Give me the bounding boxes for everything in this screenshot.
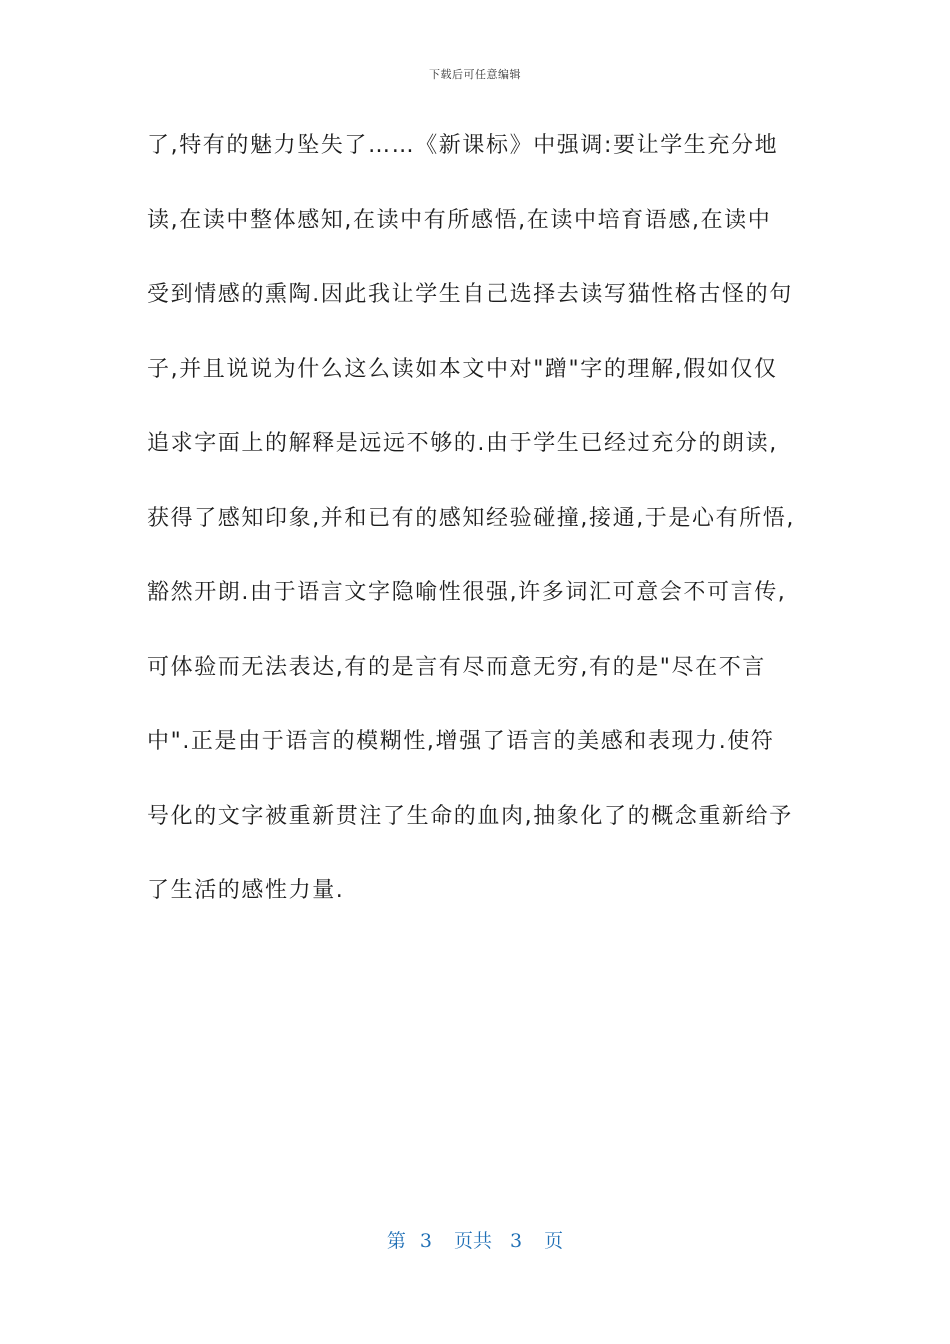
text-line: 可体验而无法表达,有的是言有尽而意无穷,有的是"尽在不言	[147, 654, 766, 680]
header-note: 下载后可任意编辑	[429, 68, 521, 81]
text-line: 了,特有的魅力坠失了……《新课标》中强调:要让学生充分地	[147, 133, 779, 158]
text-line: 号化的文字被重新贯注了生命的血肉,抽象化了的概念重新给予	[147, 803, 793, 829]
text-line: 子,并且说说为什么这么读如本文中对"蹭"字的理解,假如仅仅	[147, 356, 778, 382]
text-line: 中".正是由于语言的模糊性,增强了语言的美感和表现力.使符	[147, 729, 775, 754]
footer-prefix: 第	[386, 1230, 406, 1252]
footer-middle: 页共	[453, 1230, 492, 1252]
text-line: 受到情感的熏陶.因此我让学生自己选择去读写猫性格古怪的句	[147, 282, 793, 307]
text-line: 豁然开朗.由于语言文字隐喻性很强,许多词汇可意会不可言传,	[147, 580, 787, 605]
text-line: 追求字面上的解释是远远不够的.由于学生已经过充分的朗读,	[147, 431, 778, 456]
total-pages-number: 3	[510, 1230, 523, 1252]
text-line: 了生活的感性力量.	[147, 878, 345, 903]
page-footer	[0, 1226, 950, 1253]
current-page-number: 3	[419, 1230, 432, 1252]
body-text	[147, 124, 827, 944]
text-line: 读,在读中整体感知,在读中有所感悟,在读中培育语感,在读中	[147, 207, 772, 233]
footer-suffix: 页	[544, 1230, 564, 1252]
text-line: 获得了感知印象,并和已有的感知经验碰撞,接通,于是心有所悟,	[147, 505, 795, 531]
